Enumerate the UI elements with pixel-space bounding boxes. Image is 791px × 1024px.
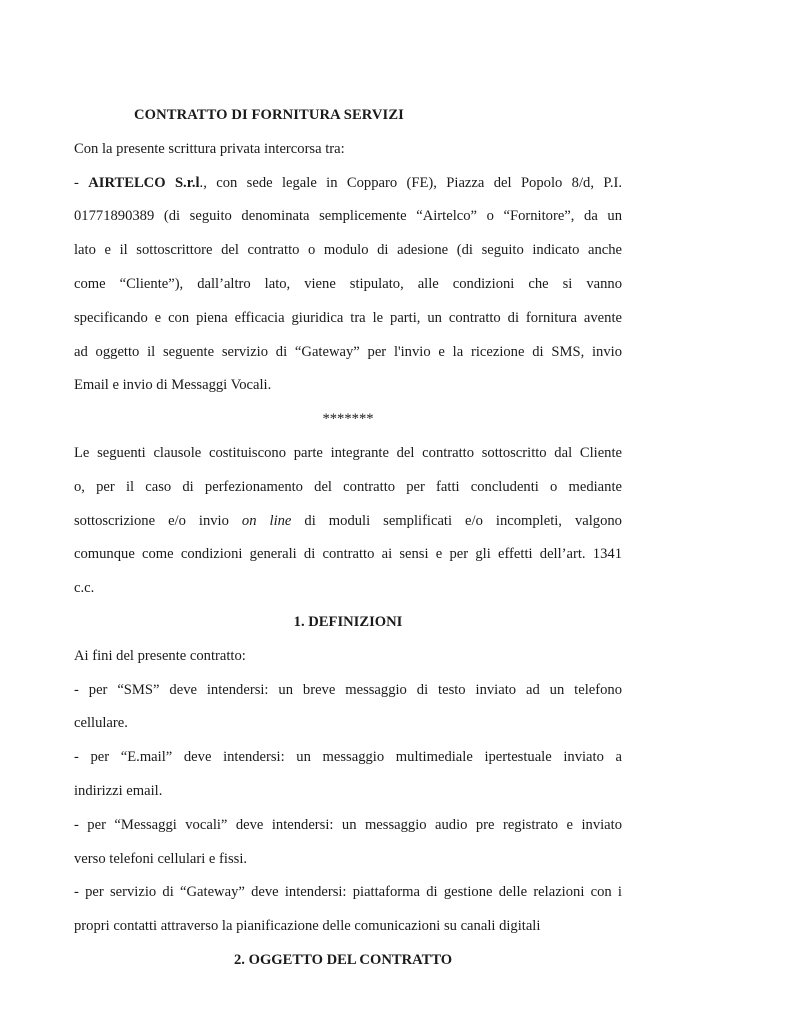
clauses-line-3-before: sottoscrizione e/o invio — [74, 512, 242, 529]
party-line-1 — [74, 172, 622, 206]
intro-paragraph: Con la presente scrittura privata intercorsa tra: — [74, 140, 345, 157]
section-2-heading: 2. OGGETTO DEL CONTRATTO — [234, 951, 453, 968]
definition-sms-line-1: - per “SMS” deve intendersi: un breve messaggio di testo inviato ad un telefono — [74, 681, 622, 698]
clauses-line-5: c.c. — [74, 580, 95, 597]
definition-sms-line-2: cellulare. — [74, 715, 128, 732]
clauses-line-1: Le seguenti clausole costituiscono parte integrante del contratto sottoscritto dal Cliente — [74, 444, 622, 461]
definition-voice-line-1: - per “Messaggi vocali” deve intendersi: un messaggio audio pre registrato e inviato — [74, 816, 622, 833]
party-line-4: come “Cliente”), dall’altro lato, viene stipulato, alle condizioni che si vanno — [74, 275, 622, 292]
on-line-italic: on line — [241, 512, 292, 529]
definition-gateway-line-2: propri contatti attraverso la pianificazione delle comunicazioni su canali digitali — [74, 918, 541, 935]
party-line-3: lato e il sottoscrittore del contratto o modulo di adesione (di seguito indicato anche — [74, 242, 622, 259]
document-title: CONTRATTO DI FORNITURA SERVIZI — [134, 107, 404, 123]
clauses-line-2: o, per il caso di perfezionamento del contratto per fatti concludenti o mediante — [74, 478, 622, 495]
party-line-6: ad oggetto il seguente servizio di “Gateway” per l'invio e la ricezione di SMS, invio — [74, 343, 622, 360]
separator: ******* — [322, 411, 374, 428]
clauses-line-3-after: di moduli semplificati e/o incompleti, valgono — [291, 512, 622, 529]
company-name: AIRTELCO S.r.l — [88, 174, 200, 191]
party-line-7: Email e invio di Messaggi Vocali. — [74, 377, 272, 394]
definition-email-line-1: - per “E.mail” deve intendersi: un messaggio multimediale ipertestuale inviato a — [74, 749, 622, 766]
definition-gateway-line-1: - per servizio di “Gateway” deve intendersi: piattaforma di gestione delle relazioni con i — [74, 884, 622, 901]
party-line-1-rest: ., con sede legale in Copparo (FE), Piazza del Popolo 8/d, P.I. — [199, 174, 622, 191]
party-line-2: 01771890389 (di seguito denominata semplicemente “Airtelco” o “Fornitore”, da un — [74, 208, 622, 225]
clauses-line-4: comunque come condizioni generali di contratto ai sensi e per gli effetti dell’art. 1341 — [74, 546, 622, 563]
definition-email-line-2: indirizzi email. — [74, 782, 163, 799]
document-body — [74, 104, 622, 983]
definition-voice-line-2: verso telefoni cellulari e fissi. — [74, 850, 248, 867]
section-1-intro: Ai fini del presente contratto: — [74, 647, 246, 664]
clauses-line-3 — [74, 510, 622, 544]
party-prefix: - — [74, 174, 89, 191]
section-1-heading: 1. DEFINIZIONI — [293, 613, 403, 630]
party-line-5: specificando e con piena efficacia giuridica tra le parti, un contratto di fornitura avente — [74, 309, 622, 326]
